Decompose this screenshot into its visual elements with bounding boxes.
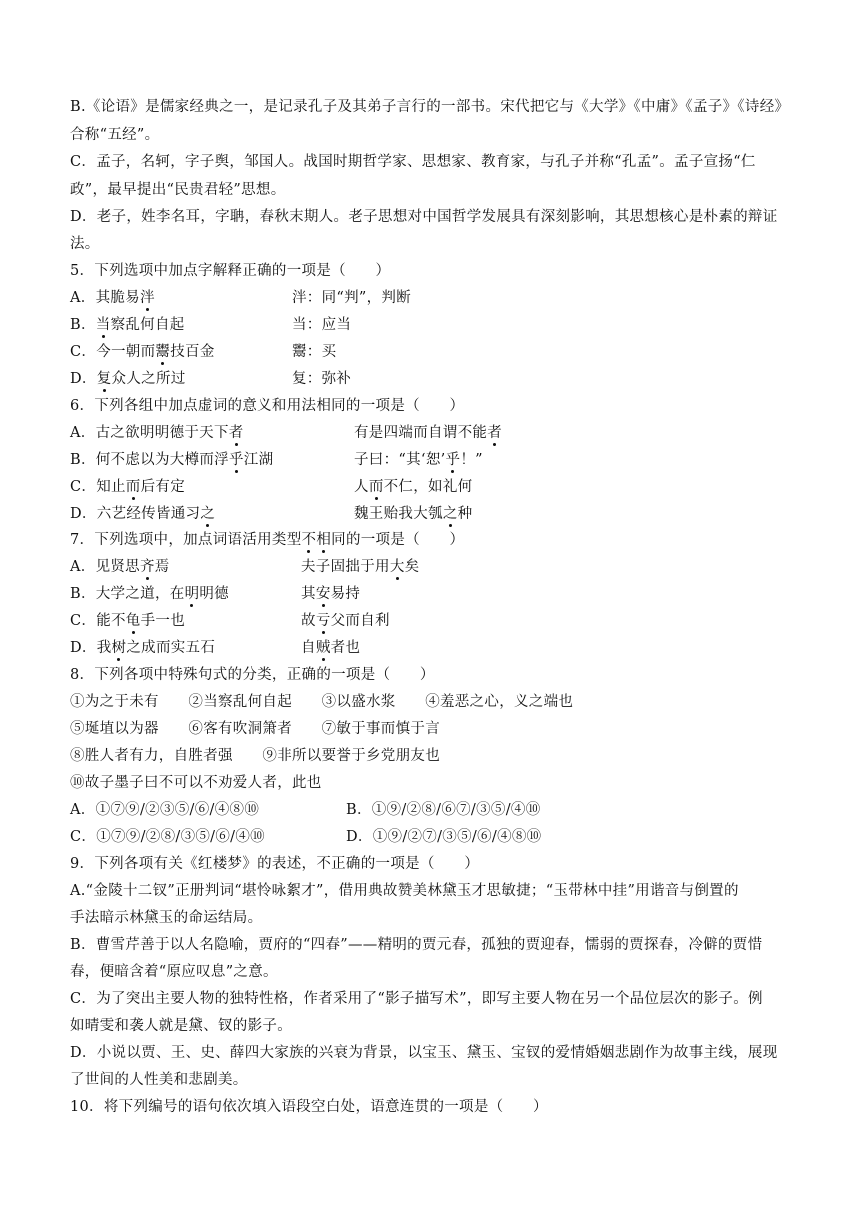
- q5-a-text: A．其脆易: [70, 290, 140, 306]
- q6-option-d-left: [70, 504, 215, 524]
- q7-a-right-text2: 矣: [404, 559, 420, 575]
- q5-d-text: D．: [70, 371, 97, 387]
- q5-option-b: [70, 315, 185, 335]
- q7-option-c-left: [70, 611, 185, 631]
- q5-stem: 5．下列选项中加点字解释正确的一项是（ ）: [70, 263, 391, 279]
- q6-c-right-dotted: 而: [368, 479, 384, 495]
- q7-b-right-dotted: 安: [315, 586, 331, 602]
- q5-option-a: [70, 288, 155, 308]
- q6-b-left-text2: 江湖: [243, 452, 274, 468]
- q6-a-right-dotted: 者: [487, 425, 503, 441]
- q6-option-a-left: [70, 423, 244, 443]
- q4-option-b-line1: B.《论语》是儒家经典之一，是记录孔子及其弟子言行的一部书。宋代把它与《大学》《中庸》《孟子》《诗经》: [70, 99, 790, 115]
- q6-c-right-text2: 不仁，如礼何: [383, 479, 473, 495]
- q6-option-c-right: [354, 477, 472, 497]
- q9-option-b-line2: 春，便暗含着“原应叹息”之意。: [70, 964, 278, 980]
- q7-d-right-text2: 者也: [330, 640, 361, 656]
- q8-stem: 8．下列各项中特殊句式的分类，正确的一项是（ ）: [70, 667, 435, 683]
- q6-d-right-dotted: 之: [442, 506, 458, 522]
- q5-d-text2: 众人之所过: [111, 371, 186, 387]
- q7-b-right-text: 其: [301, 586, 316, 602]
- q6-d-left-text: D．六艺经传皆通习: [70, 506, 201, 522]
- q6-a-right-text: 有是四端而自谓不能: [354, 425, 488, 441]
- q7-d-right-text: 自: [301, 640, 316, 656]
- q9-option-c-line1: C．为了突出主要人物的独特性格，作者采用了“影子描写术”，即写主要人物在另一个品位层次的影子。例: [70, 991, 763, 1007]
- q9-option-c-line2: 如晴雯和袭人就是黛、钗的影子。: [70, 1018, 292, 1034]
- q9-option-d-line2: 了世间的人性美和悲剧美。: [70, 1072, 248, 1088]
- q6-c-right-text: 人: [354, 479, 369, 495]
- q9-stem: 9．下列各项有关《红楼梦》的表述，不正确的一项是（ ）: [70, 856, 480, 872]
- q7-stem: [70, 530, 464, 550]
- q7-c-left-text: C．能不: [70, 613, 126, 629]
- q7-b-left-dotted: 明: [184, 586, 200, 602]
- q7-c-right-text: 故: [301, 613, 316, 629]
- q7-option-b-right: [301, 584, 360, 604]
- q6-b-left-text: B．何不虑以为大樽而浮: [70, 452, 229, 468]
- q6-c-left-dotted: 而: [125, 479, 141, 495]
- q8-option-a: A．①⑦⑨/②③⑤/⑥/④⑧⑩: [70, 802, 260, 818]
- q6-a-left-text: A．古之欲明明德于天下: [70, 425, 229, 441]
- q6-option-d-right: [354, 504, 472, 524]
- q5-option-c: [70, 342, 215, 362]
- q5-d-explanation: 复：弥补: [292, 371, 352, 387]
- q7-option-a-left: [70, 557, 170, 577]
- q7-stem-text: 7．下列选项中，加点词语活用类型: [70, 532, 302, 548]
- q6-c-left-text2: 后有定: [140, 479, 186, 495]
- q7-option-c-right: [301, 611, 390, 631]
- q7-a-left-text: A．见贤思: [70, 559, 140, 575]
- q6-a-left-dotted: 者: [228, 425, 244, 441]
- q4-option-c-line2: 政”，最早提出“民贵君轻”思想。: [70, 182, 286, 198]
- q6-option-b-right: [354, 450, 483, 470]
- q6-stem: 6．下列各组中加点虚词的意义和用法相同的一项是（ ）: [70, 398, 465, 414]
- q8-option-b: B．①⑨/②⑧/⑥⑦/③⑤/④⑩: [346, 802, 541, 818]
- q7-a-right-text: 夫子固拙于用: [301, 559, 390, 575]
- q7-c-left-dotted: 龟: [125, 613, 141, 629]
- q7-d-left-dotted: 树: [111, 640, 127, 656]
- q8-item-line-4: ⑩故子墨子曰不可以不劝爱人者，此也: [70, 775, 322, 791]
- q7-c-right-text2: 父而自利: [330, 613, 390, 629]
- q4-option-d-line2: 法。: [70, 236, 100, 252]
- q7-d-left-text: D．我: [70, 640, 112, 656]
- q5-c-explanation: 鬻：买: [292, 344, 337, 360]
- q9-option-d-line1: D．小说以贾、王、史、薛四大家族的兴衰为背景，以宝玉、黛玉、宝钗的爱情婚姻悲剧作为故事主线，展现: [70, 1045, 778, 1061]
- q8-option-c: C．①⑦⑨/②⑧/③⑤/⑥/④⑩: [70, 829, 265, 845]
- q9-option-a-line1: A.“金陵十二钗”正册判词“堪怜咏絮才”，借用典故赞美林黛玉才思敏捷；“玉带林中挂”用谐音与倒置的: [70, 883, 739, 899]
- q8-option-d: D．①⑨/②⑦/③⑤/⑥/④⑧⑩: [346, 829, 542, 845]
- q5-b-explanation: 当：应当: [292, 317, 352, 333]
- q7-stem-text2: 同的一项是（ ）: [331, 532, 465, 548]
- q6-option-b-left: [70, 450, 273, 470]
- q5-c-text: C．今一朝而: [70, 344, 156, 360]
- q6-c-left-text: C．知止: [70, 479, 126, 495]
- q6-b-left-dotted: 乎: [228, 452, 244, 468]
- q7-d-right-dotted: 贼: [315, 640, 331, 656]
- q7-a-left-dotted: 齐: [139, 559, 155, 575]
- q7-option-d-left: [70, 638, 215, 658]
- q6-d-left-dotted: 之: [200, 506, 216, 522]
- q7-a-left-text2: 焉: [154, 559, 170, 575]
- q7-stem-dotted-1: 不: [301, 532, 317, 548]
- q7-stem-dotted-2: 相: [316, 532, 332, 548]
- q5-option-d: [70, 369, 186, 389]
- q7-option-a-right: [301, 557, 419, 577]
- q4-option-d-line1: D．老子，姓李名耳，字聃，春秋末期人。老子思想对中国哲学发展具有深刻影响，其思想核心是朴素的辩证: [70, 209, 778, 225]
- q5-d-dotted: 复: [96, 371, 112, 387]
- q6-d-right-text2: 种: [457, 506, 473, 522]
- q6-b-right-dotted: 乎: [445, 452, 461, 468]
- q5-c-text2: 技百金: [170, 344, 215, 360]
- q10-stem: 10．将下列编号的语句依次填入语段空白处，语意连贯的一项是（ ）: [70, 1099, 548, 1115]
- q5-b-text: B．: [70, 317, 96, 333]
- q5-b-dotted: 当: [95, 317, 111, 333]
- q6-option-a-right: [354, 423, 502, 443]
- q5-b-text2: 察乱何自起: [110, 317, 185, 333]
- q8-item-line-3: ⑧胜人者有力，自胜者强 ⑨非所以要誉于乡党朋友也: [70, 748, 440, 764]
- q6-b-right-text2: ！”: [460, 452, 483, 468]
- q6-b-right-text: 子曰：“其‘恕’: [354, 452, 446, 468]
- q7-d-left-text2: 之成而实五石: [126, 640, 216, 656]
- q5-c-dotted: 鬻: [155, 344, 171, 360]
- q6-option-c-left: [70, 477, 185, 497]
- q9-option-b-line1: B．曹雪芹善于以人名隐喻，贾府的“四春”——精明的贾元春，孤独的贾迎春，懦弱的贾探春，冷僻的贾惜: [70, 937, 763, 953]
- q7-a-right-dotted: 大: [389, 559, 405, 575]
- q6-d-right-text: 魏王贻我大瓠: [354, 506, 443, 522]
- q5-a-explanation: 泮：同“判”，判断: [292, 290, 412, 306]
- q9-option-a-line2: 手法暗示林黛玉的命运结局。: [70, 910, 263, 926]
- q5-a-dotted: 泮: [139, 290, 155, 306]
- q7-option-d-right: [301, 638, 360, 658]
- q7-c-left-text2: 手一也: [140, 613, 186, 629]
- q7-b-right-text2: 易持: [330, 586, 361, 602]
- q7-c-right-dotted: 亏: [315, 613, 331, 629]
- q7-b-left-text2: 明德: [199, 586, 229, 602]
- q8-item-line-2: ⑤埏埴以为器 ⑥客有吹洞箫者 ⑦敏于事而慎于言: [70, 721, 440, 737]
- q4-option-b-line2: 合称“五经”。: [70, 127, 160, 143]
- q7-option-b-left: [70, 584, 229, 604]
- q8-item-line-1: ①为之于未有 ②当察乱何自起 ③以盛水浆 ④羞恶之心，义之端也: [70, 694, 574, 710]
- q7-b-left-text: B．大学之道，在: [70, 586, 185, 602]
- q4-option-c-line1: C．孟子，名轲，字子舆，邹国人。战国时期哲学家、思想家、教育家，与孔子并称“孔孟”。孟子宣扬“仁: [70, 154, 756, 170]
